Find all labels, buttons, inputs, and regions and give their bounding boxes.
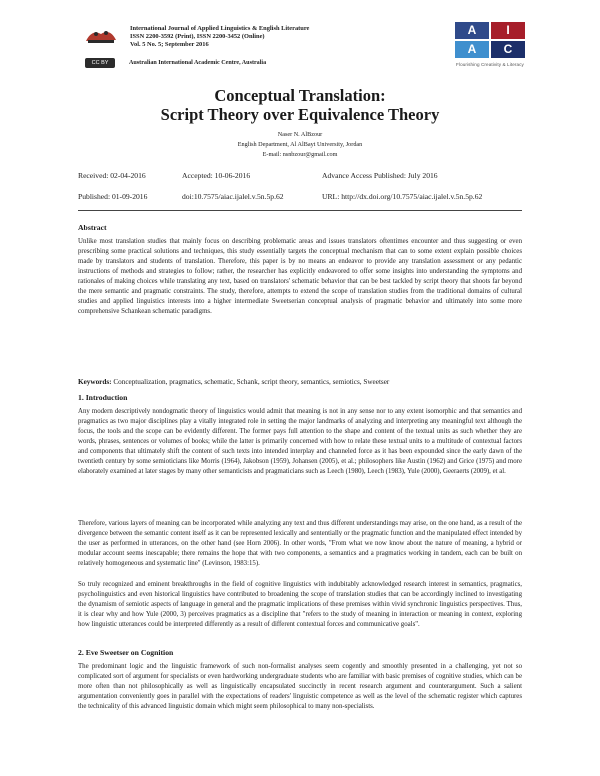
paper-title-line2: Script Theory over Equivalence Theory (160, 105, 440, 124)
author-affiliation: English Department, Al AlBayt University, Jordan (237, 141, 363, 148)
paper-title-line1: Conceptual Translation: (214, 86, 386, 105)
url-link[interactable]: URL: http://dx.doi.org/10.7575/aiac.ijalel.v.5n.5p.62 (322, 192, 483, 201)
aiac-letter: I (491, 22, 525, 39)
aiac-letter: A (455, 22, 489, 39)
aiac-letter: C (491, 41, 525, 58)
aiac-tagline: Flourishing Creativity & Literacy (456, 62, 524, 67)
doi-link[interactable]: doi:10.7575/aiac.ijalel.v.5n.5p.62 (182, 192, 284, 201)
section-heading-sweetser: 2. Eve Sweetser on Cognition (78, 648, 174, 657)
aiac-logo (455, 22, 525, 67)
author-email[interactable]: E-mail: nsnbzour@gmail.com (262, 151, 338, 158)
divider (78, 210, 522, 211)
keywords-line (78, 378, 522, 386)
body-paragraph: So truly recognized and eminent breakthroughs in the field of cognitive linguistics with indubitably acknowledged research interest in semantics, pragmatics, psycholinguistics and even historical linguistics have contributed to broadening the scope of translation studies that can be accordingly inclined to investigating the dynamism of semiotic aspects of language in general and the pragmatic implications of these premises within vivid synchronic linguistics perspectives. Thus, it is clear why and how Yule (2000, 3) perceives pragmatics as a discipline that "refers to the study of meaning in interaction or meaning in context, exploring how linguistic utterances could be interpreted differently as a result of different contextual forces and communicative goals". (78, 581, 522, 628)
received-date: Received: 02-04-2016 (78, 171, 146, 180)
journal-volume: Vol. 5 No. 5; September 2016 (130, 41, 209, 49)
journal-name: International Journal of Applied Linguistics & English Literature (130, 25, 310, 32)
body-paragraph: The predominant logic and the linguistic framework of such non-formalist analyses seem cogently and smoothly presented in a challenging, yet not so complicated sort of argument for specialists or even hardworking undergraduate students who are familiar with basic premises of cognitive studies, which can be more often than not philosophically as well as linguistically encapsulated succinctly in recent research argument and counterargument. Such a salient argumentation conveniently goes in parallel with the expectations of readers' linguistic competence as well as the level of the schematic register which captures the technicality of this advanced linguistic domain which might seem philosophical to many non-specialists. (78, 663, 522, 710)
section-heading-introduction: 1. Introduction (78, 393, 128, 402)
cc-license-badge[interactable]: CC BY (85, 58, 115, 68)
journal-logo (84, 25, 118, 45)
publisher-name: Australian International Academic Centre, Australia (129, 60, 267, 66)
abstract-text: Unlike most translation studies that mainly focus on describing problematic areas and issues translators oftentimes encounter and thus suggesting or even prescribing some practical solutions and techniques, this study essentially targets the conceptual mechanism that can to some extent explain possible choices made by translators and students of translation. Therefore, this paper is by no means an endeavor to provide any translation assessment or any pedantic instructions of methods and strategies to follow; rather, the researcher has explicitly endeavored to offer some insights into understanding the symptoms and rationales of making choices while translating any text, based on translators' schematic behavior that can be best tackled by script theory that shoots far beyond the mere semantic and pragmatic constraints. The study, therefore, attempts to extend the scope of translation studies from the traditional domains of cultural studies and applied linguistics interests into a higher intermediate Sweetserian conceptual analysis of pragmatic behavior and ultimately into some more comprehensive Schankean schematic paradigms. (78, 238, 522, 315)
published-date: Published: 01-09-2016 (78, 192, 148, 201)
body-paragraph: Any modern descriptively nondogmatic theory of linguistics would admit that meaning is not in any sense nor to any extent isomorphic and that semantics and pragmatics as two major disciplines play a vitally integrated role in setting the major landmarks of analyzing and interpreting any meaningful text although the focus, the tools and the scope can be evidently different. The former pays full attention to the shape and content of the textual units as such whether they are words, phrases, sentences or volumes of books; while the latter is primarily concerned with how to relate these textual units to a multitude of contextual factors and components that ultimately shift the content of such texts into intended interplay and channeled force as it has been expounded since the early dawn of the twentieth century by some semioticians like Morris (1964), Jakobson (1959), Johansen (2005), et al.; philosophers like Austin (1962) and Grice (1975) and more elaborately examined at later stages by many other semanticists and pragmaticians such as Leech (1980), Leech (1983), Yule (2000), Geeraerts (2009), et al. (78, 408, 522, 475)
body-paragraph: Therefore, various layers of meaning can be incorporated while analyzing any text and thus different understandings may arise, on the one hand, as a result of the divergence between the semantic content itself as it can be represented lexically and sententially or the pragmatic function and the manipulated effect intended by the user as performed in utterances, on the other hand (see Horn 2006). In other words, "From what we now know about the nature of meaning, a hybrid or modular account seems inescapable; there remains the hope that with two components, a semantics and a pragmatics working in tandem, each can be built on relatively homogeneous and systematic line" (Levinson, 1983:15). (78, 520, 522, 567)
journal-issn: ISSN 2200-3592 (Print), ISSN 2200-3452 (Online) (130, 33, 265, 41)
aiac-letter: A (455, 41, 489, 58)
abstract-heading: Abstract (78, 223, 107, 232)
keywords-label: Keywords: (78, 378, 112, 386)
journal-header (130, 25, 309, 49)
accepted-date: Accepted: 10-06-2016 (182, 171, 251, 180)
author-name: Naser N. AlBzour (277, 131, 323, 138)
advance-access-date: Advance Access Published: July 2016 (322, 171, 438, 180)
keywords-text: Conceptualization, pragmatics, schematic, Schank, script theory, semantics, semiotics, Sweetser (113, 378, 390, 386)
